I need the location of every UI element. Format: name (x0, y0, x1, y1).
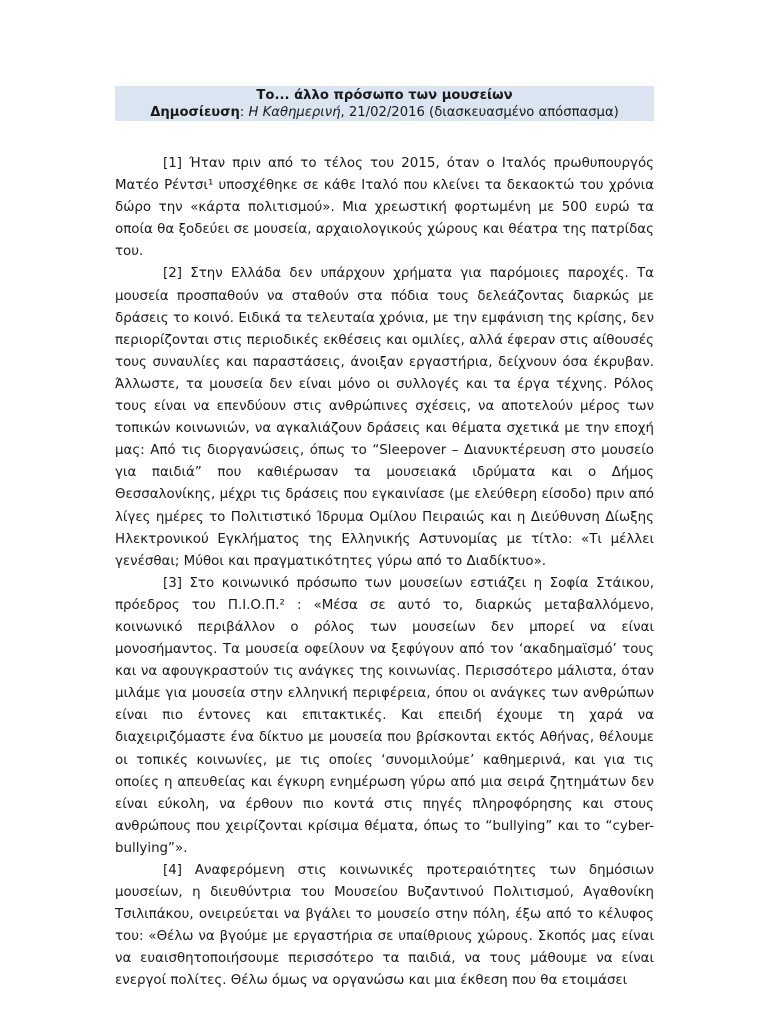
paragraph-1: [1] Ήταν πριν από το τέλος του 2015, όταν ο Ιταλός πρωθυπουργός Ματέο Ρέντσι¹ υποσχέθηκε σε κάθε Ιταλό που κλείνει τα δεκαοκτώ του χρόνια δώρο την «κάρτα πολιτισμού». Μια χρεωστική φορτωμένη με 500 ευρώ τα οποία θα ξοδεύει σε μουσεία, αρχαιολογικούς χώρους και θέατρα της πατρίδας του. (115, 156, 654, 260)
paragraph-4: [4] Αναφερόμενη στις κοινωνικές προτεραιότητες των δημόσιων μουσείων, η διευθύντρια του Μουσείου Βυζαντινού Πολιτισμού, Αγαθονίκη Τσιλιπάκου, ονειρεύεται να βγάλει το μουσείο στην πόλη, έξω από το κέλυφος του: «Θέλω να βγούμε με εργαστήρια σε υπαίθριους χώρους. Σκοπός μας είναι να ευαισθητοποιήσουμε περισσότερο τα παιδιά, να τους μάθουμε να είναι ενεργοί πολίτες. Θέλω όμως να οργανώσω και μια έκθεση που θα ετοιμάσει (115, 863, 654, 989)
article-body (115, 153, 654, 993)
publication-label: Δημοσίευση (150, 105, 240, 120)
paragraph-2: [2] Στην Ελλάδα δεν υπάρχουν χρήματα για παρόμοιες παροχές. Τα μουσεία προσπαθούν να σταθούν στα πόδια τους δελεάζοντας διαρκώς με δράσεις το κοινό. Ειδικά τα τελευταία χρόνια, με την εμφάνιση της κρίσης, δεν περιορίζονται στις περιοδικές εκθέσεις και ομιλίες, αλλά έφεραν στις αίθουσές τους συναυλίες και παραστάσεις, άνοιξαν εργαστήρια, δείχνουν όσα έκρυβαν. Άλλωστε, τα μουσεία δεν είναι μόνο οι συλλογές και τα έργα τέχνης. Ρόλος τους είναι να επενδύουν στις ανθρώπινες σχέσεις, να αποτελούν μέρος των τοπικών κοινωνιών, να αγκαλιάζουν δράσεις και θέματα σχετικά με την εποχή μας: Από τις διοργανώσεις, όπως το “Sleepover – Διανυκτέρευση στο μουσείο για παιδιά” που καθιέρωσαν τα μουσειακά ιδρύματα και ο Δήμος Θεσσαλονίκης, μέχρι τις δράσεις που εγκαινίασε (με ελεύθερη είσοδο) πριν από λίγες ημέρες το Πολιτιστικό Ίδρυμα Ομίλου Πειραιώς και η Διεύθυνση Δίωξης Ηλεκτρονικού Εγκλήματος της Ελληνικής Αστυνομίας με τίτλο: «Τι μέλλει γενέσθαι; Μύθοι και πραγματικότητες γύρω από το Διαδίκτυο». (115, 266, 654, 569)
article-title: Το... άλλο πρόσωπο των μουσείων (256, 88, 513, 103)
publication-line (115, 104, 654, 121)
publication-separator: : (239, 105, 249, 120)
publication-details: , 21/02/2016 (διασκευασμένο απόσπασμα) (340, 105, 619, 120)
paragraph-3: [3] Στο κοινωνικό πρόσωπο των μουσείων εστιάζει η Σοφία Στάικου, πρόεδρος του Π.Ι.Ο.Π.² : «Μέσα σε αυτό το, διαρκώς μεταβαλλόμενο, κοινωνικό περιβάλλον ο ρόλος των μουσείων δεν μπορεί να είναι μονοσήμαντος. Τα μουσεία οφείλουν να ξεφύγουν από τον ‘ακαδημαϊσμό’ τους και να αφουγκραστούν τις ανάγκες της κοινωνίας. Περισσότερο μάλιστα, όταν μιλάμε για μουσεία στην ελληνική περιφέρεια, όπου οι ανάγκες των ανθρώπων είναι πιο έντονες και επιτακτικές. Και επειδή έχουμε τη χαρά να διαχειριζόμαστε ένα δίκτυο με μουσεία που βρίσκονται εκτός Αθήνας, θέλουμε οι τοπικές κοινωνίες, με τις οποίες ‘συνομιλούμε’ καθημερινά, και για τις οποίες η απευθείας και έγκυρη ενημέρωση γύρω από μια σειρά ζητημάτων δεν είναι εύκολη, να έρθουν πιο κοντά στις πηγές πληροφόρησης και στους ανθρώπους που χειρίζονται κρίσιμα θέματα, όπως το “bullying” και το “cyber-bullying”». (115, 575, 654, 856)
article-header (115, 86, 654, 121)
publication-source: Η Καθημερινή (248, 105, 341, 120)
